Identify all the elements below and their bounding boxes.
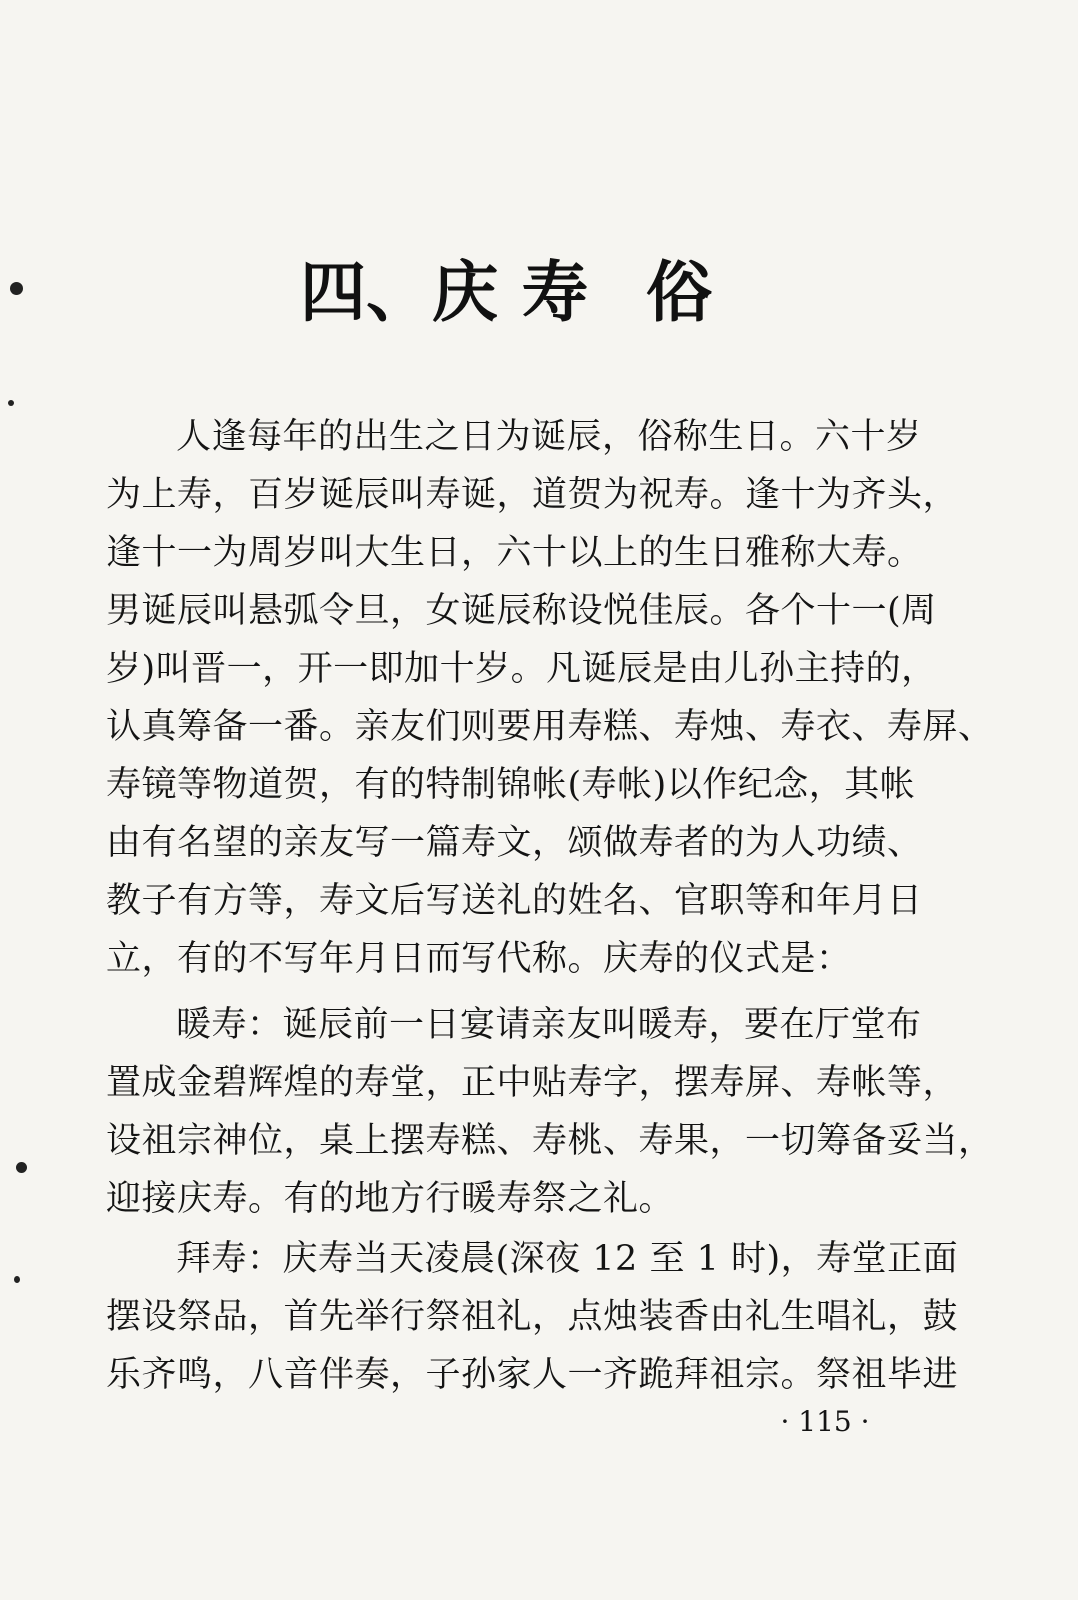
text-line: 由有名望的亲友写一篇寿文，颂做寿者的为人功绩、 <box>106 823 923 863</box>
text-line: 暖寿：诞辰前一日宴请亲友叫暖寿，要在厅堂布 <box>176 1005 922 1045</box>
text-line: 迎接庆寿。有的地方行暖寿祭之礼。 <box>106 1179 675 1219</box>
chapter-title-part-2: 寿 <box>522 254 588 331</box>
chapter-title-part-3: 俗 <box>646 254 712 331</box>
text-line: 乐齐鸣，八音伴奏，子孙家人一齐跪拜祖宗。祭祖毕进 <box>106 1355 959 1395</box>
text-line: 立，有的不写年月日而写代称。庆寿的仪式是： <box>106 939 852 979</box>
text-line: 摆设祭品，首先举行祭祖礼，点烛装香由礼生唱礼，鼓 <box>106 1297 959 1337</box>
text-line: 设祖宗神位，桌上摆寿糕、寿桃、寿果，一切筹备妥当， <box>106 1121 994 1161</box>
text-line: 寿镜等物道贺，有的特制锦帐(寿帐)以作纪念，其帐 <box>106 765 916 805</box>
chapter-title-part-1: 四、庆 <box>300 254 498 331</box>
scan-speck <box>8 400 14 406</box>
text-line: 人逢每年的出生之日为诞辰，俗称生日。六十岁 <box>176 417 922 457</box>
scan-speck <box>16 1162 27 1173</box>
chapter-title <box>300 248 760 338</box>
page-number: · 115 · <box>780 1405 870 1438</box>
text-line: 置成金碧辉煌的寿堂，正中贴寿字，摆寿屏、寿帐等， <box>106 1063 959 1103</box>
text-line: 拜寿：庆寿当天凌晨(深夜 12 至 1 时)，寿堂正面 <box>176 1239 959 1279</box>
text-line: 岁)叫晋一，开一即加十岁。凡诞辰是由儿孙主持的， <box>106 649 937 689</box>
text-line: 教子有方等，寿文后写送礼的姓名、官职等和年月日 <box>106 881 923 921</box>
scan-speck <box>14 1276 20 1283</box>
text-line: 认真筹备一番。亲友们则要用寿糕、寿烛、寿衣、寿屏、 <box>106 707 994 747</box>
text-line: 逢十一为周岁叫大生日，六十以上的生日雅称大寿。 <box>106 533 923 573</box>
scan-speck <box>10 282 23 295</box>
text-line: 男诞辰叫悬弧令旦，女诞辰称设悦佳辰。各个十一(周 <box>106 591 937 631</box>
text-line: 为上寿，百岁诞辰叫寿诞，道贺为祝寿。逢十为齐头， <box>106 475 959 515</box>
